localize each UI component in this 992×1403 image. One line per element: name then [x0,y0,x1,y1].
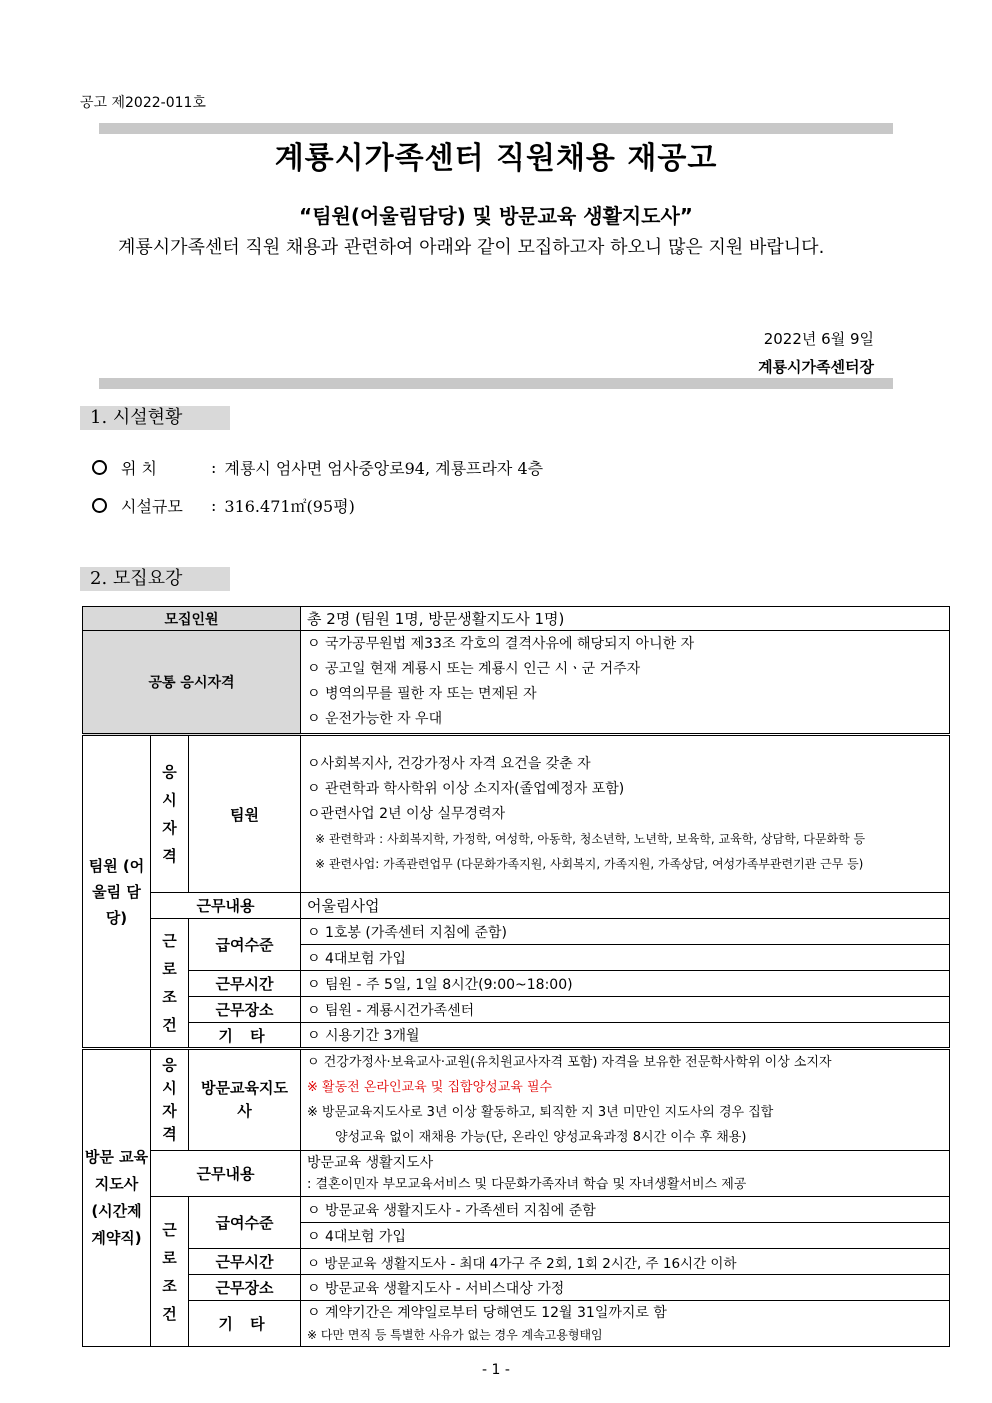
table-row [83,1301,950,1347]
facility-value: 316.471㎡(95평) [224,497,355,516]
table-row [83,607,950,631]
team-hours-value: ㅇ 팀원 - 주 5일, 1일 8시간(9:00~18:00) [301,971,950,997]
visit-hours-value: ㅇ 방문교육 생활지도사 - 최대 4가구 주 2회, 1회 2시간, 주 16시간 이하 [301,1249,950,1275]
list-item: ㅇ 병역의무를 필한 자 또는 면제된 자 [307,686,537,702]
visit-place-label: 근무장소 [189,1275,301,1301]
common-qual-list [301,631,950,735]
list-item: ㅇ관련사업 2년 이상 실무경력자 [307,805,506,822]
common-qual-label: 공통 응시자격 [83,631,301,735]
recruit-value: 총 2명 (팀원 1명, 방문생활지도사 1명) [301,607,950,631]
team-qual-list [301,735,950,893]
table-row [83,1023,950,1049]
facility-label: 위 치 [121,459,157,478]
visit-qual-list [301,1049,950,1151]
table-row [83,735,950,893]
page-number: - 1 - [482,1362,510,1378]
visit-etc-list [301,1301,950,1347]
list-item: ※ 관련학과 : 사회복지학, 가정학, 여성학, 아동학, 청소년학, 노년학, 보육학, 교육학, 상담학, 다문화학 등 [315,831,866,846]
list-item: ㅇ 운전가능한 자 우대 [307,711,443,727]
circle-bullet-icon [92,498,107,513]
table-row [83,1049,950,1151]
table-row [83,1275,950,1301]
visit-etc-label: 기 타 [189,1301,301,1347]
page-title: 계룡시가족센터 직원채용 재공고 [274,141,718,176]
facility-location: 위 치 : 계룡시 엄사면 엄사중앙로94, 계룡프라자 4층 [92,456,543,479]
list-item: ※ 방문교육지도사로 3년 이상 활동하고, 퇴직한 지 3년 미만인 지도사의 경우 집합 [307,1105,774,1120]
notice-date: 2022년 6월 9일 [763,330,874,348]
page-subtitle: “팀원(어울림담당) 및 방문교육 생활지도사” [299,204,693,228]
table-row [83,1249,950,1275]
list-item: ㅇ 건강가정사·보육교사·교원(유치원교사자격 포함) 자격을 보유한 전문학사학위 이상 소지자 [307,1055,832,1070]
visit-hours-label: 근무시간 [189,1249,301,1275]
table-row [83,631,950,735]
section-facility-heading: 1. 시설현황 [80,406,230,430]
team-pay-label: 급여수준 [189,919,301,971]
list-item: 방문교육 생활지도사 [307,1154,434,1171]
visit-qual-label: 응시자격 [151,1049,189,1151]
notice-number: 공고 제2022-011호 [80,95,206,111]
team-pay-item: ㅇ 4대보험 가입 [301,945,950,971]
team-qual-label: 응시자격 [151,735,189,893]
team-etc-value: ㅇ 시용기간 3개월 [301,1023,950,1049]
table-row [83,971,950,997]
visit-work-label: 근무내용 [151,1151,301,1197]
recruit-table [82,606,950,1347]
table-row [83,893,950,919]
list-item: ※ 활동전 온라인교육 및 집합양성교육 필수 [307,1080,553,1095]
team-hours-label: 근무시간 [189,971,301,997]
team-group-label: 팀원 (어울림 담당) [83,735,151,1049]
facility-value: 계룡시 엄사면 엄사중앙로94, 계룡프라자 4층 [224,459,544,478]
list-item: ㅇ 국가공무원법 제33조 각호의 결격사유에 해당되지 아니한 자 [307,636,695,652]
team-etc-label: 기 타 [189,1023,301,1049]
visit-place-value: ㅇ 방문교육 생활지도사 - 서비스대상 가정 [301,1275,950,1301]
visit-pay-item: ㅇ 방문교육 생활지도사 - 가족센터 지침에 준함 [301,1197,950,1223]
visit-group-label: 방문 교육 지도사 (시간제 계약직) [83,1049,151,1347]
facility-size: 시설규모 : 316.471㎡(95평) [92,494,355,517]
list-item: 양성교육 없이 재채용 가능(단, 온라인 양성교육과정 8시간 이수 후 채용) [335,1130,747,1145]
section-recruit-heading: 2. 모집요강 [80,567,230,591]
list-item: ㅇ 관련학과 학사학위 이상 소지자(졸업예정자 포함) [307,780,625,797]
list-item: ※ 관련사업: 가족관련업무 (다문화가족지원, 사회복지, 가족지원, 가족상담, 여성가족부관련기관 근무 등) [315,856,864,871]
facility-label: 시설규모 [121,497,183,516]
team-work-label: 근무내용 [151,893,301,919]
list-item: ㅇ 계약기간은 계약일로부터 당해연도 12월 31일까지로 함 [307,1304,667,1321]
list-item: ㅇ 공고일 현재 계룡시 또는 계룡시 인근 시ㆍ군 거주자 [307,661,641,677]
issuer: 계룡시가족센터장 [758,358,874,376]
team-place-value: ㅇ 팀원 - 계룡시건가족센터 [301,997,950,1023]
team-place-label: 근무장소 [189,997,301,1023]
list-item: : 결혼이민자 부모교육서비스 및 다문화가족자녀 학습 및 자녀생활서비스 제공 [307,1176,747,1192]
visit-work-value [301,1151,950,1197]
list-item: ㅇ사회복지사, 건강가정사 자격 요건을 갖춘 자 [307,755,591,772]
visit-cond-label: 근로조건 [151,1197,189,1347]
intro-text: 계룡시가족센터 직원 채용과 관련하여 아래와 같이 모집하고자 하오니 많은 지원 바랍니다. [118,237,825,258]
table-row [83,1197,950,1223]
table-row [83,919,950,945]
list-item: ※ 다만 면직 등 특별한 사유가 없는 경우 계속고용형태임 [307,1327,603,1342]
team-role-label: 팀원 [189,735,301,893]
team-pay-item: ㅇ 1호봉 (가족센터 지침에 준함) [301,919,950,945]
visit-role-label: 방문교육지도사 [189,1049,301,1151]
title-bottom-bar [99,378,893,389]
visit-pay-item: ㅇ 4대보험 가입 [301,1223,950,1249]
team-cond-label: 근로조건 [151,919,189,1049]
circle-bullet-icon [92,460,107,475]
team-work-value: 어울림사업 [301,893,950,919]
table-row [83,1151,950,1197]
recruit-label: 모집인원 [83,607,301,631]
table-row [83,997,950,1023]
visit-pay-label: 급여수준 [189,1197,301,1249]
